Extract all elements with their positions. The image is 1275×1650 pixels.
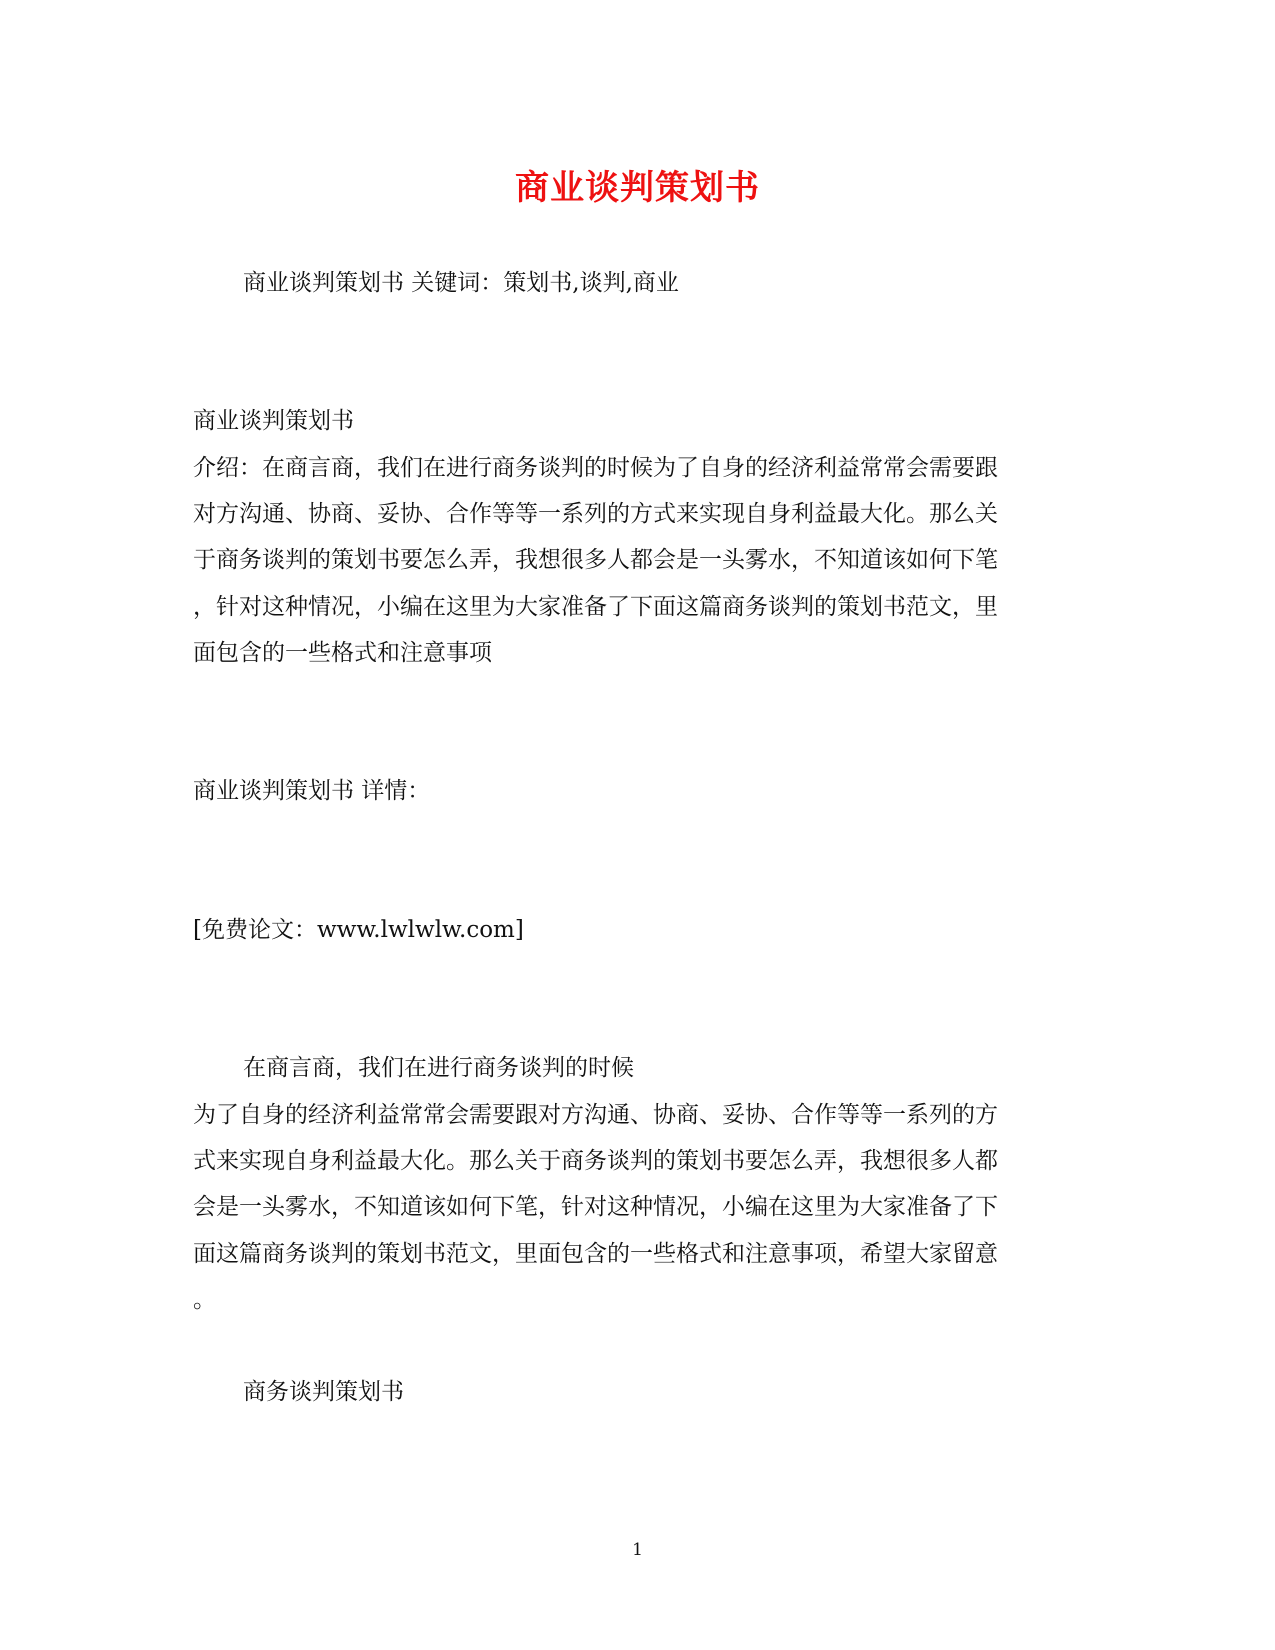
body-line: 式来实现自身利益最大化。那么关于商务谈判的策划书要怎么弄，我想很多人都 xyxy=(193,1148,998,1174)
intro-line: 对方沟通、协商、妥协、合作等等一系列的方式来实现自身利益最大化。那么关 xyxy=(193,501,998,527)
keywords-line: 商业谈判策划书 关键词：策划书,谈判,商业 xyxy=(243,270,679,296)
intro-line: 于商务谈判的策划书要怎么弄，我想很多人都会是一头雾水，不知道该如何下笔 xyxy=(193,547,998,573)
document-title: 商业谈判策划书 xyxy=(515,168,760,208)
source-link[interactable]: [免费论文：www.lwlwlw.com] xyxy=(193,917,524,943)
details-label: 商业谈判策划书 详情： xyxy=(193,778,431,804)
body-line: 为了自身的经济利益常常会需要跟对方沟通、协商、妥协、合作等等一系列的方 xyxy=(193,1102,998,1128)
body-line: 。 xyxy=(193,1287,216,1313)
intro-line: 面包含的一些格式和注意事项 xyxy=(193,640,492,666)
body-line: 在商言商，我们在进行商务谈判的时候 xyxy=(243,1055,634,1081)
body-line: 面这篇商务谈判的策划书范文，里面包含的一些格式和注意事项，希望大家留意 xyxy=(193,1241,998,1267)
body-line: 会是一头雾水，不知道该如何下笔，针对这种情况，小编在这里为大家准备了下 xyxy=(193,1194,998,1220)
intro-line: ，针对这种情况，小编在这里为大家准备了下面这篇商务谈判的策划书范文，里 xyxy=(193,594,998,620)
page-number: 1 xyxy=(632,1540,643,1560)
section-heading: 商业谈判策划书 xyxy=(193,408,354,434)
closing-heading: 商务谈判策划书 xyxy=(243,1379,404,1405)
intro-line: 介绍：在商言商，我们在进行商务谈判的时候为了自身的经济利益常常会需要跟 xyxy=(193,455,998,481)
